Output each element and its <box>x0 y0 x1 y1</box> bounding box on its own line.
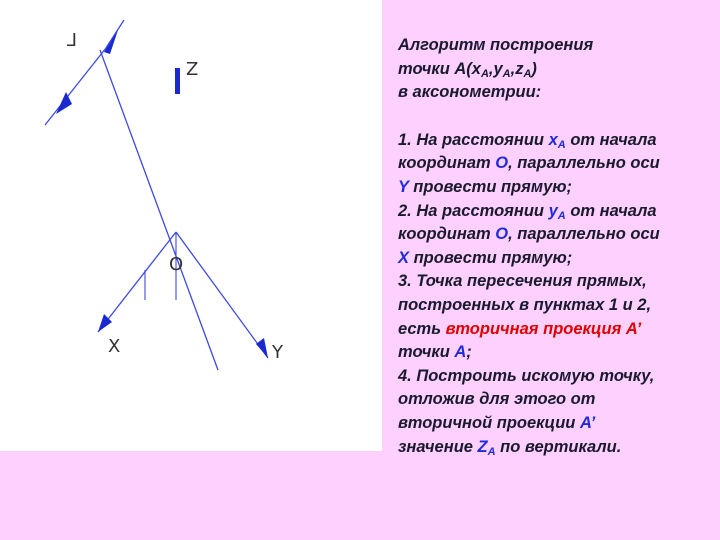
step3-line2: построенных в пунктах 1 и 2, <box>398 295 652 314</box>
title-line-3: в аксонометрии: <box>398 83 542 102</box>
step2-text-a: 2. На расстоянии <box>398 201 549 220</box>
step4-line3 <box>398 412 716 436</box>
step4-var: Z <box>477 437 488 456</box>
step2-draw: провести прямую; <box>409 248 573 267</box>
step2-var: y <box>548 201 558 220</box>
step2-axis: X <box>398 248 410 267</box>
axonometric-drawing-panel <box>0 0 382 451</box>
step1-line2 <box>398 152 716 176</box>
step3-semicolon: ; <box>466 343 472 362</box>
step2-coords: координат <box>398 225 496 244</box>
top-mark-glyph: ᒧ <box>66 30 77 51</box>
step2-line3 <box>398 247 716 271</box>
step4-vertical: по вертикали. <box>495 437 622 456</box>
step3-line4 <box>398 341 716 365</box>
arrowhead-upper-left <box>56 92 72 114</box>
title-sub-x: A <box>480 67 489 80</box>
line-parallel-y <box>100 50 218 370</box>
step2-line2 <box>398 223 716 247</box>
step4-line4 <box>398 436 716 460</box>
title-sub-y: A <box>502 67 511 80</box>
arrowhead-y <box>256 338 268 358</box>
step2-parallel: , параллельно оси <box>508 225 660 244</box>
axonometric-diagram <box>0 0 382 451</box>
step4-from: вторичной проекции <box>398 413 580 432</box>
step4-line2: отложив для этого от <box>398 390 596 409</box>
step1-sub: A <box>557 138 566 151</box>
step1-axis: Y <box>398 177 409 196</box>
step4-value: значение <box>398 437 478 456</box>
title-line-1: Алгоритм построения <box>398 36 594 54</box>
step3-line1: 3. Точка пересечения прямых, <box>398 272 647 291</box>
step2-text-b: от начала <box>565 201 657 220</box>
axis-label-x: X <box>108 336 121 357</box>
step2-line1 <box>398 200 716 224</box>
title-sub-z: A <box>523 67 532 80</box>
step1-text-a: 1. На расстоянии <box>398 130 549 149</box>
step1-parallel: , параллельно оси <box>508 154 660 173</box>
title-comma-z: ,z <box>510 59 524 78</box>
step1-var: x <box>548 130 558 149</box>
step1-line3 <box>398 176 716 200</box>
title-prefix: точки А(x <box>398 59 481 78</box>
title-line-2 <box>398 58 716 82</box>
step1-text-b: от начала <box>565 130 657 149</box>
step2-origin: О <box>495 225 509 244</box>
axis-label-z: Z <box>186 59 199 80</box>
step3-line3 <box>398 318 716 342</box>
line-top-segment <box>106 20 124 48</box>
origin-label: O <box>169 254 184 275</box>
step1-draw: провести прямую; <box>408 177 573 196</box>
step1-line1 <box>398 129 716 153</box>
title-comma-y: ,y <box>488 59 503 78</box>
step3-point: А <box>454 343 467 362</box>
step3-point-word: точки <box>398 343 455 362</box>
step3-secondary-projection: вторичная проекция А’ <box>445 319 642 338</box>
step2-sub: A <box>557 209 566 222</box>
step1-coords: координат <box>398 154 496 173</box>
step4-line1: 4. Построить искомую точку, <box>398 366 655 385</box>
x-axis-line <box>98 232 176 332</box>
axis-label-y: Y <box>272 342 283 363</box>
arrowhead-top <box>104 30 118 54</box>
line-parallel-x-upper <box>45 48 106 125</box>
algorithm-text <box>398 34 716 459</box>
step4-point: А’ <box>579 413 596 432</box>
arrowhead-z <box>175 68 180 94</box>
step4-sub: A <box>487 445 496 458</box>
step1-origin: О <box>495 154 509 173</box>
title-suffix: ) <box>531 59 537 78</box>
step3-is: есть <box>398 319 446 338</box>
